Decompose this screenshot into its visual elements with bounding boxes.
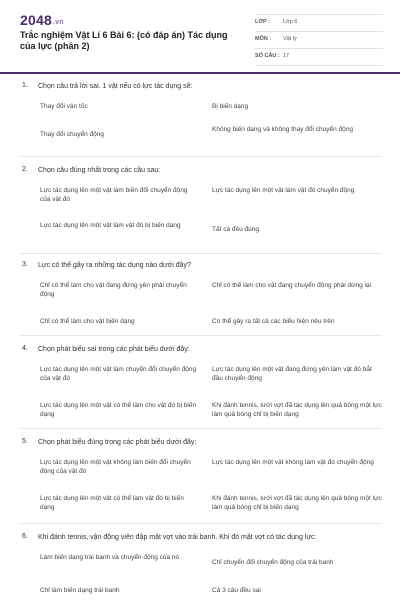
meta-info <box>255 14 383 66</box>
answer-option[interactable]: Cả 3 câu đều sai <box>212 587 261 594</box>
answer-option[interactable]: Thay đổi chuyển động <box>40 131 104 138</box>
question-divider <box>20 523 382 524</box>
answer-option[interactable]: Lực tác dụng lên một vật làm biến đổi chuyển động của vật đó <box>40 187 188 203</box>
answer-option[interactable]: Chỉ có thể làm cho vật đang đứng yên phải chuyển động <box>40 282 187 298</box>
logo-domain: .vn <box>52 19 64 26</box>
question-number: 1. <box>22 82 28 89</box>
question-number: 3. <box>22 261 28 268</box>
answer-option[interactable]: Chỉ chuyển đổi chuyển động của trái banh <box>212 559 334 566</box>
answer-option[interactable]: Tất cả đều đúng <box>212 226 259 233</box>
answer-option[interactable]: Lực tác dụng lên một vật đang đứng yên làm vật đó bắt đầu chuyển động <box>212 366 372 382</box>
answer-option[interactable]: Chỉ có thể làm cho vật biến dạng <box>40 318 135 325</box>
answer-option[interactable]: Thay đổi vận tốc <box>40 103 88 110</box>
question-divider <box>20 335 382 336</box>
answer-option[interactable]: Lực tác dụng lên một vật không làm vật đó chuyển động <box>212 459 374 466</box>
question-text: Lực có thể gây ra những tác dụng nào dưới đây? <box>38 262 191 269</box>
answer-option[interactable]: Khi đánh tennis, lưới vợt đã tác dụng lên quả bóng một lực làm quả bóng chỉ bị biến dạng <box>212 402 382 418</box>
meta-label: LỚP : <box>255 19 270 25</box>
meta-row-count <box>255 49 383 66</box>
answer-option[interactable]: Có thể gây ra tất cả các biểu hiện nêu trên <box>212 318 335 325</box>
meta-label: SỐ CÂU : <box>255 53 280 59</box>
answer-option[interactable]: Lực tác dụng lên một vật làm chuyển đổi chuyển động của vật đó <box>40 366 197 382</box>
answer-option[interactable]: Khi đánh tennis, lưới vợt đã tác dụng lên quả bóng một lực làm quả bóng chỉ bị biến dạng <box>212 495 382 511</box>
question-divider <box>20 428 382 429</box>
page-title: Trắc nghiệm Vật Lí 6 Bài 6: (có đáp án) Tác dụng của lực (phần 2) <box>20 30 228 51</box>
header-divider <box>0 72 400 74</box>
answer-option[interactable]: Bị biến dạng <box>212 103 249 110</box>
answer-option[interactable]: Lực tác dụng lên một vật không làm biến đổi chuyển động của vật đó <box>40 459 191 475</box>
site-logo[interactable] <box>20 12 64 28</box>
question-divider <box>20 156 382 157</box>
meta-row-class <box>255 14 383 32</box>
question-text: Chọn câu đúng nhất trong các câu sau: <box>38 167 161 174</box>
meta-value: Vật lý <box>283 36 297 42</box>
question-divider <box>20 253 382 254</box>
answer-option[interactable]: Lực tác dụng lên một vật có thể làm vật đó bị biến dạng <box>40 495 184 511</box>
header <box>0 0 400 66</box>
question-number: 2. <box>22 166 28 173</box>
answer-option[interactable]: Lực tác dụng lên một vật làm vật đó chuyển động <box>212 187 355 194</box>
meta-value: Lớp 6 <box>283 19 298 25</box>
meta-row-subject <box>255 32 383 49</box>
question-text: Khi đánh tennis, vận động viên đập mặt vợt vào trái banh. Khi đó mặt vợt có tác dụng lực: <box>38 534 317 541</box>
meta-value: 17 <box>283 53 290 59</box>
question-text: Chọn câu trả lời sai. 1 vật nếu có lực tác dụng sẽ: <box>38 83 193 90</box>
question-text: Chọn phát biểu sai trong các phát biểu dưới đây: <box>38 346 190 353</box>
meta-label: MÔN : <box>255 36 272 42</box>
answer-option[interactable]: Lực tác dụng lên một vật có thể làm cho vật đó bị biến dạng <box>40 402 197 418</box>
question-text: Chọn phát biểu đúng trong các phát biểu dưới đây: <box>38 439 197 446</box>
logo-text: 2048 <box>20 12 52 28</box>
question-number: 5. <box>22 438 28 445</box>
question-number: 6. <box>22 533 28 540</box>
answer-option[interactable]: Không biến dạng và không thay đổi chuyển động <box>212 126 353 133</box>
answer-option[interactable]: Chỉ có thể làm cho vật đang chuyển động phải dừng lại <box>212 282 372 289</box>
answer-option[interactable]: Chỉ làm biến dạng trái banh <box>40 587 120 594</box>
answer-option[interactable]: Lực tác dụng lên một vật làm vật đó bị biến dạng <box>40 222 181 229</box>
answer-option[interactable]: Làm biến dạng trái banh và chuyển động của nó <box>40 554 180 561</box>
question-number: 4. <box>22 345 28 352</box>
